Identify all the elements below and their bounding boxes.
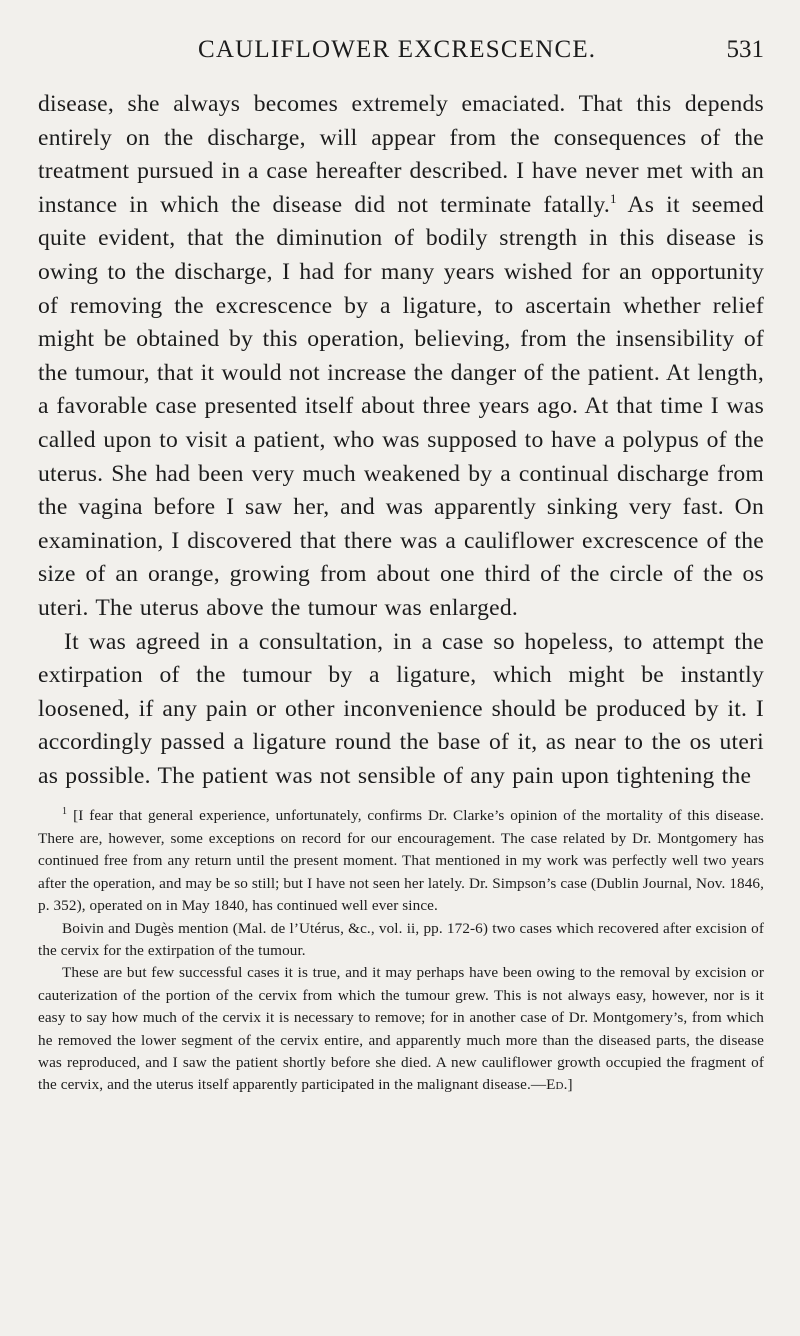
body-paragraph-1-end: As it seemed quite evident, that the diminution of bodily strength in this disease is owing to the discharge, I had for many years wished for an opportunity of removing the excrescence by a ligature, to ascertain whether relief might be obtained by this operation, believing, from the insensibility of the tumour, that it would not increase the danger of the patient. At length, a favorable case presented itself about three years ago. At that time I was called upon to visit a patient, who was supposed to have a polypus of the uterus. She had been very much weakened by a continual discharge from the vagina before I saw her, and was apparently sinking very fast. On examination, I discovered that there was a cauliflower excrescence of the size of an orange, growing from about one third of the circle of the os uteri. The uterus above the tumour was enlarged.: [38, 191, 764, 621]
page-header: [38, 0, 764, 80]
body-paragraph-1-start: disease, she always becomes extremely emaciated. That this depends entirely on the discharge, will appear from the consequences of the treatment pursued in a case hereafter described. I have never met with an instance in which the disease did not terminate fatally.: [38, 91, 764, 218]
footnote-paragraph-2: Boivin and Dugès mention (Mal. de l’Utérus, &c., vol. ii, pp. 172-6) two cases which recovered after excision of the cervix for the extirpation of the tumour.: [38, 919, 764, 959]
editor-signature: Ed.: [546, 1076, 568, 1094]
footnote-reference: 1: [610, 190, 617, 206]
running-title: CAULIFLOWER EXCRESCENCE.: [198, 36, 597, 63]
footnote-paragraph-3-text: These are but few successful cases it is true, and it may perhaps have been owing to the removal by excision or cauterization of the portion of the cervix from which the tumour grew. This is not always easy, however, nor is it easy to say how much of the cervix it is necessary to remove; for in another case of Dr. Montgomery’s, from which he removed the lower segment of the cervix entire, and apparently much more than the diseased parts, the disease was reproduced, and I saw the patient shortly before she died. A new cauliflower growth occupied the fragment of the cervix, and the uterus itself apparently participated in the malignant disease.—: [38, 964, 764, 1094]
footnote-mark: 1: [62, 806, 68, 818]
body-paragraph-1: [38, 88, 764, 626]
book-page: [38, 0, 764, 1097]
footnote-close-bracket: ]: [567, 1076, 573, 1094]
footnote-paragraph-1: [38, 805, 764, 917]
body-paragraph-2: It was agreed in a consultation, in a case so hopeless, to attempt the extirpation of the tumour by a ligature, which might be instantly loosened, if any pain or other inconvenience should be produced by it. I accordingly passed a ligature round the base of it, as near to the os uteri as possible. The patient was not sensible of any pain upon tightening the: [38, 628, 764, 789]
footnotes: [38, 805, 764, 1096]
footnote-paragraph-1-text: [I fear that general experience, unfortunately, confirms Dr. Clarke’s opinion of the mortality of this disease. There are, however, some exceptions on record for our encouragement. The case related by Dr. Montgomery has continued free from any return until the present moment. That mentioned in my work was perfectly well two years after the operation, and may be so still; but I have not seen her lately. Dr. Simpson’s case (Dublin Journal, Nov. 1846, p. 352), operated on in May 1840, has continued well ever since.: [38, 807, 764, 915]
footnote-paragraph-3: [38, 962, 764, 1096]
page-number: 531: [726, 36, 764, 63]
